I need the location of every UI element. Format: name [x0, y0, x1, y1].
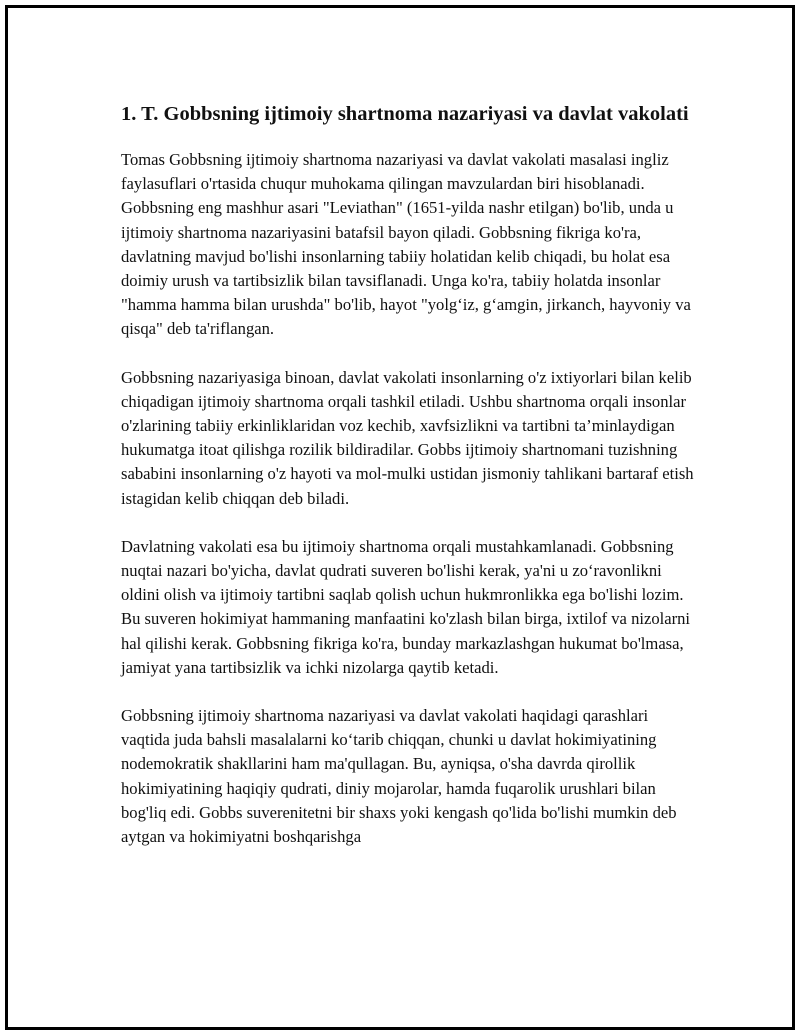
document-body — [121, 100, 701, 873]
section-heading: 1. T. Gobbsning ijtimoiy shartnoma nazariyasi va davlat vakolati — [121, 103, 689, 125]
document-page — [5, 5, 795, 1030]
paragraph: Gobbsning ijtimoiy shartnoma nazariyasi va davlat vakolati haqidagi qarashlari vaqtida juda bahsli masalalarni ko‘tarib chiqqan, chunki u davlat hokimiyatining nodemokratik shakllarini ham ma'qullagan. Bu, ayniqsa, o'sha davrda qirollik hokimiyatining haqiqiy qudrati, diniy mojarolar, hamda fuqarolik urushlari bilan bog'liq edi. Gobbs suverenitetni bir shaxs yoki kengash qo'lida bo'lishi mumkin deb aytgan va hokimiyatni boshqarishga — [121, 706, 677, 847]
paragraph: Davlatning vakolati esa bu ijtimoiy shartnoma orqali mustahkamlanadi. Gobbsning nuqtai nazari bo'yicha, davlat qudrati suveren bo'lishi kerak, ya'ni u zo‘ravonlikni oldini olish va ijtimoiy tartibni saqlab qolish uchun hukmronlikka ega bo'lishi lozim. Bu suveren hokimiyat hammaning manfaatini ko'zlash bilan birga, ixtilof va nizolarni hal qilishi kerak. Gobbsning fikriga ko'ra, bunday markazlashgan hukumat bo'lmasa, jamiyat yana tartibsizlik va ichki nizolarga qaytib ketadi. — [121, 536, 691, 677]
paragraph: Gobbsning nazariyasiga binoan, davlat vakolati insonlarning o'z ixtiyorlari bilan kelib chiqadigan ijtimoiy shartnoma orqali tashkil etiladi. Ushbu shartnoma orqali insonlar o'zlarining tabiiy erkinliklaridan voz kechib, xavfsizlikni va tartibni ta’minlaydigan hukumatga itoat qilishga rozilik bildiradilar. Gobbs ijtimoiy shartnomani tuzishning sababini insonlarning o'z hayoti va mol-mulki ustidan jismoniy tahlikani bartaraf etish istagidan kelib chiqqan deb biladi. — [121, 367, 694, 508]
paragraph: Tomas Gobbsning ijtimoiy shartnoma nazariyasi va davlat vakolati masalasi ingliz faylasuflari o'rtasida chuqur muhokama qilingan mavzulardan biri hisoblanadi. Gobbsning eng mashhur asari "Leviathan" (1651-yilda nashr etilgan) bo'lib, unda u ijtimoiy shartnoma nazariyasini batafsil bayon qiladi. Gobbsning fikriga ko'ra, davlatning mavjud bo'lishi insonlarning tabiiy holatidan kelib chiqadi, bu holat esa doimiy urush va tartibsizlik bilan tavsiflanadi. Unga ko'ra, tabiiy holatda insonlar "hamma hamma bilan urushda" bo'lib, hayot "yolg‘iz, g‘amgin, jirkanch, hayvoniy va qisqa" deb ta'riflangan. — [121, 150, 691, 339]
